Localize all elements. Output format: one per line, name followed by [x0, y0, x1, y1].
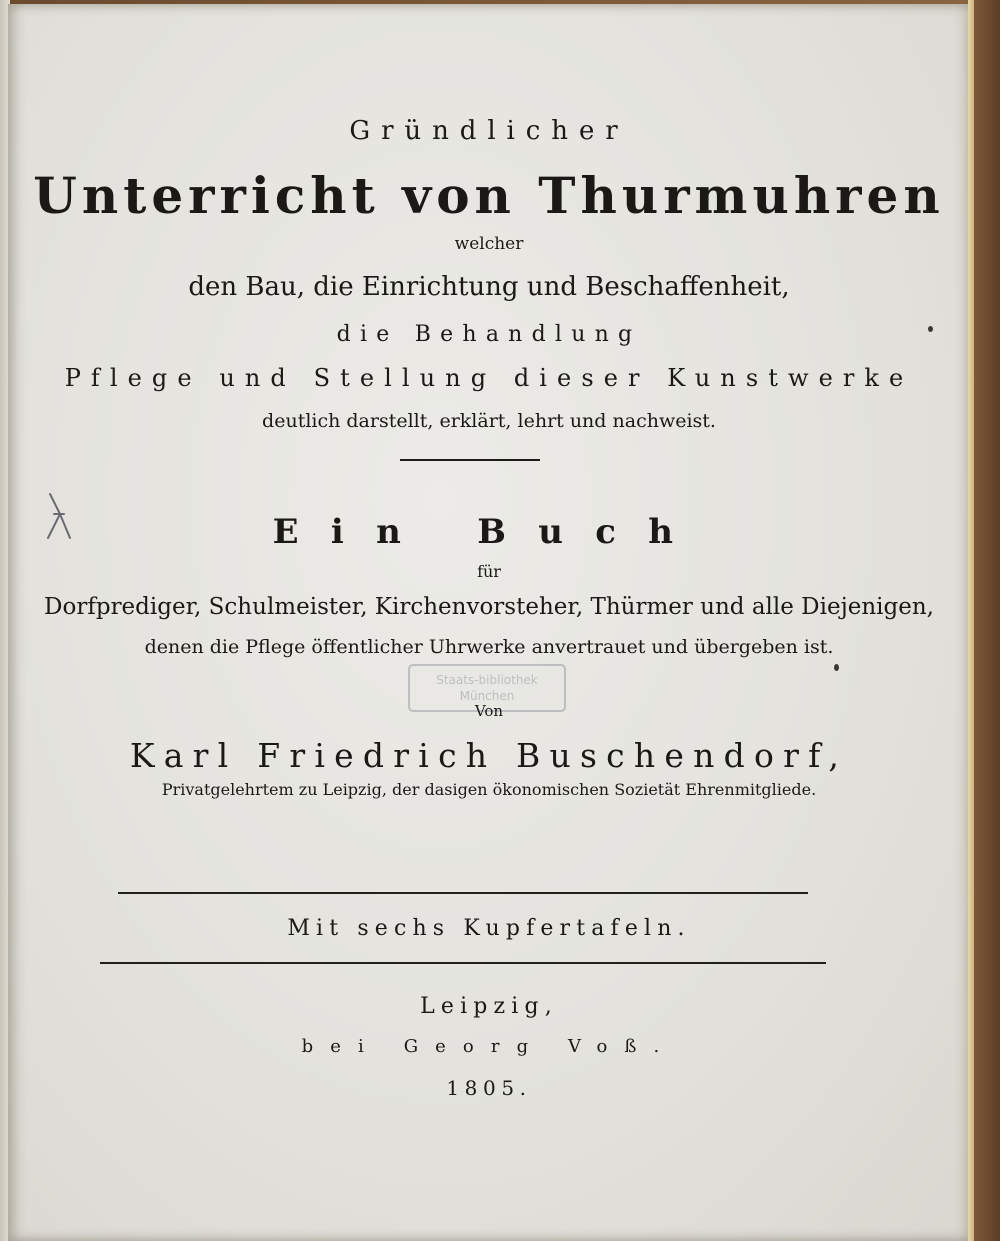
page-fore-edge [968, 0, 974, 1241]
imprint-publisher: bei Georg Voß. [301, 1036, 677, 1057]
title-line-pflege: Pflege und Stellung dieser Kunstwerke [64, 364, 914, 392]
title-line-welcher: welcher [454, 234, 524, 254]
imprint-year: 1805. [446, 1076, 532, 1100]
title-page [8, 4, 970, 1241]
pencil-margin-mark-icon [42, 492, 74, 542]
byline-von: Von [474, 702, 504, 720]
subtitle-ein-buch: Ein Buch [272, 512, 706, 552]
author-description: Privatgelehrtem zu Leipzig, der dasigen ökonomischen Sozietät Ehrenmitgliede. [161, 780, 817, 799]
plates-note: Mit sechs Kupfertafeln. [287, 916, 691, 941]
divider-lower [100, 962, 826, 964]
title-line-bau: den Bau, die Einrichtung und Beschaffenheit, [188, 272, 790, 302]
author-name: Karl Friedrich Buschendorf, [129, 736, 849, 775]
ink-speck [928, 326, 933, 332]
main-title: Unterricht von Thurmuhren [33, 166, 945, 225]
subtitle-line-fuer: für [477, 562, 501, 581]
audience-line-1: Dorfprediger, Schulmeister, Kirchenvorsteher, Thürmer und alle Diejenigen, [44, 594, 934, 620]
stamp-line-2: München [459, 689, 515, 703]
imprint-place: Leipzig, [420, 994, 558, 1019]
title-line-behandlung: die Behandlung [336, 322, 642, 347]
title-line-gruendlicher: Gründlicher [349, 116, 629, 146]
divider-upper [118, 892, 808, 894]
ink-speck [834, 664, 839, 671]
stamp-line-1: Staats-bibliothek [436, 673, 538, 687]
divider-short [400, 459, 540, 461]
audience-line-2: denen die Pflege öffentlicher Uhrwerke anvertrauet und übergeben ist. [144, 636, 834, 658]
title-line-deutlich: deutlich darstellt, erklärt, lehrt und nachweist. [262, 410, 716, 432]
